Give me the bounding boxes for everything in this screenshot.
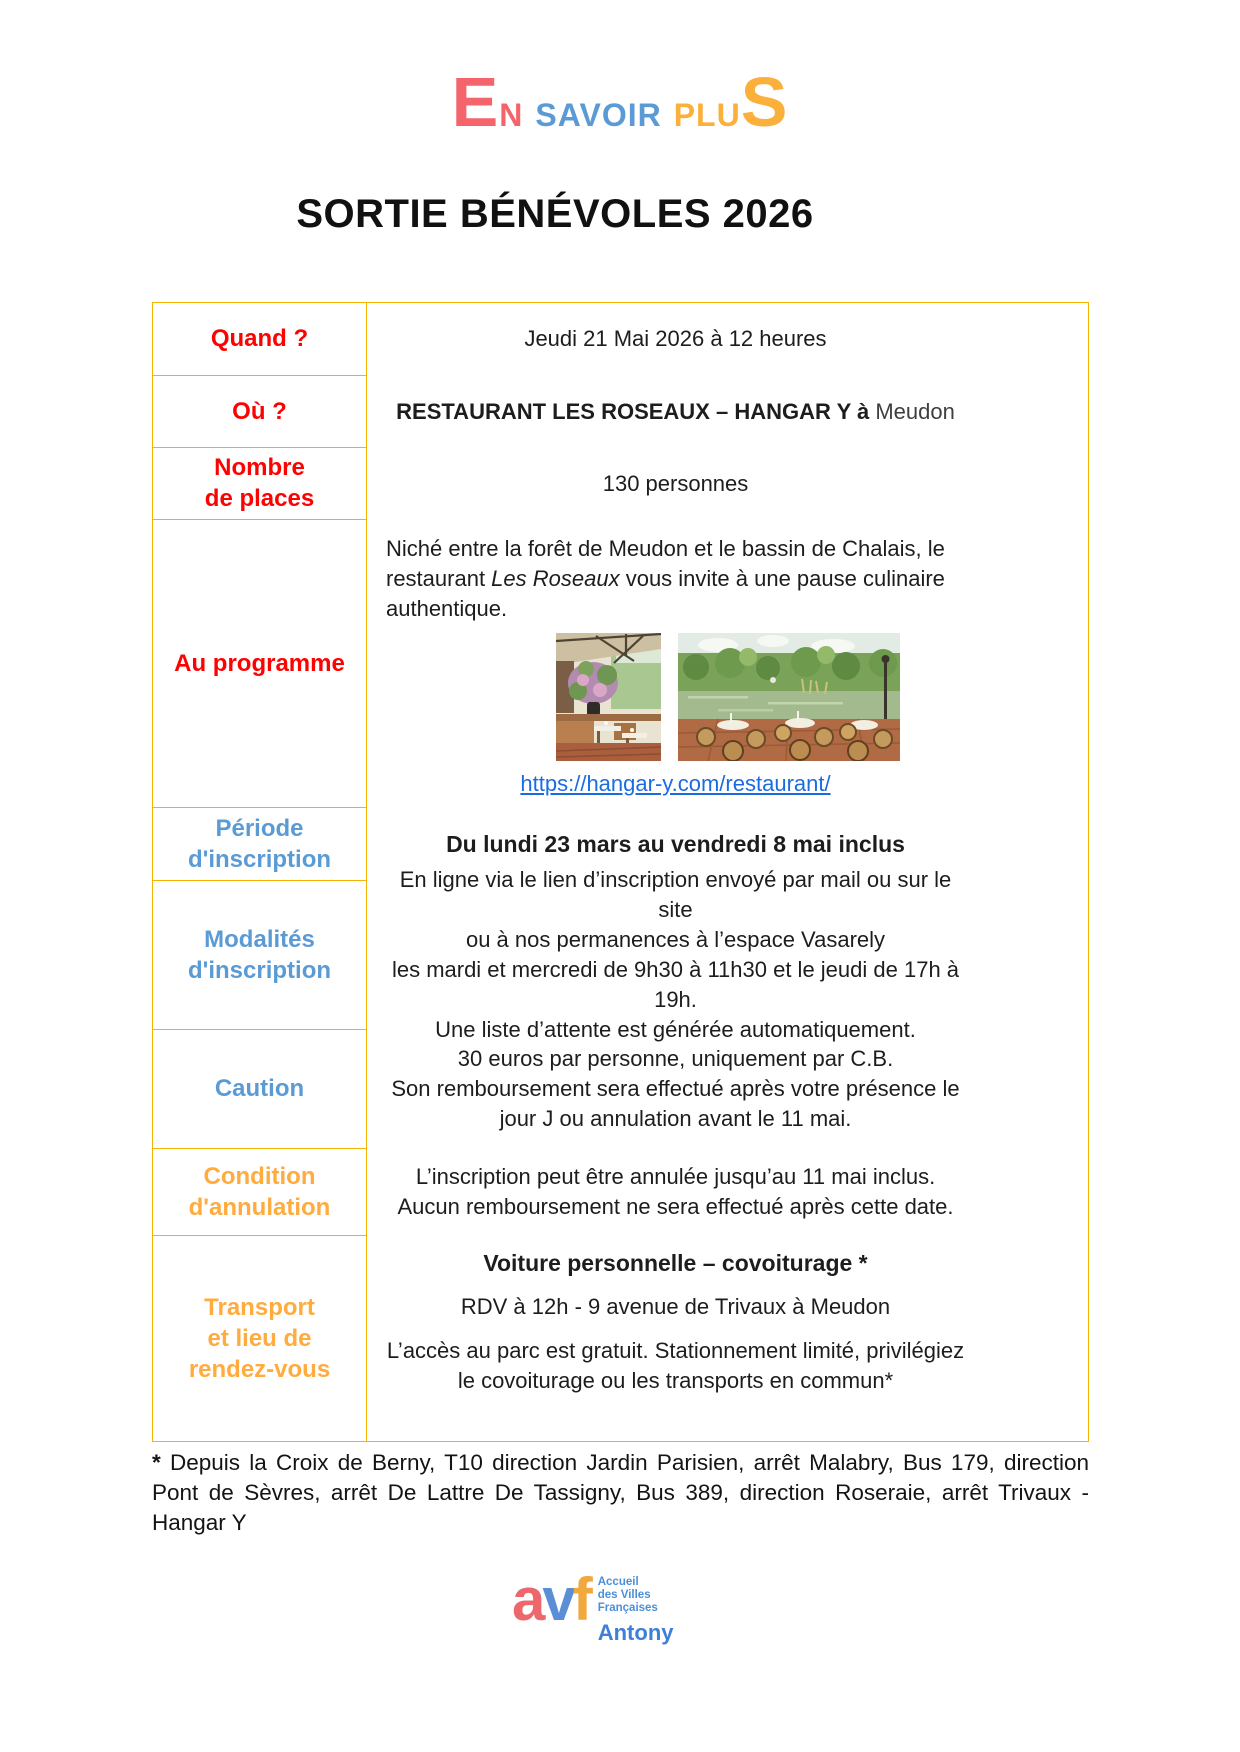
seats-count: 130 personnes bbox=[602, 470, 749, 496]
photo-row bbox=[367, 633, 1088, 761]
brand-word-plu: PLU bbox=[673, 97, 741, 133]
label-transport-line1: Transport bbox=[204, 1294, 315, 1322]
label-transport-line3: rendez-vous bbox=[188, 1356, 331, 1384]
page-title: SORTIE BÉNÉVOLES 2026 bbox=[296, 192, 814, 236]
label-nombre-de-places bbox=[153, 448, 366, 520]
condition-line1: L’inscription peut être annulée jusqu’au 11 mai inclus. bbox=[415, 1164, 936, 1190]
row-transport-content bbox=[367, 1236, 1088, 1441]
location-main: RESTAURANT LES ROSEAUX – HANGAR Y à bbox=[396, 398, 870, 424]
intro-restaurant-name: Les Roseaux bbox=[491, 565, 620, 591]
intro-part1: Niché entre la forêt de Meudon et le bassin de Chalais, le restaurant bbox=[386, 535, 945, 591]
location-city: Meudon bbox=[875, 398, 955, 424]
label-nombre-line1: Nombre bbox=[214, 454, 305, 482]
footnote-text: Depuis la Croix de Berny, T10 direction Jardin Parisien, arrêt Malabry, Bus 179, direction Pont de Sèvres, arrêt De Lattre De Tassigny, Bus 389, direction Roseraie, arrêt Trivaux - Hangar Y bbox=[152, 1450, 1089, 1535]
avf-org-line1: Accueil bbox=[597, 1576, 639, 1588]
brand-letter-s: S bbox=[740, 63, 789, 141]
avf-letter-a: a bbox=[512, 1566, 543, 1633]
row-condition-content bbox=[367, 1149, 1088, 1237]
label-ou-text: Où ? bbox=[232, 397, 287, 425]
avf-antony-logo bbox=[512, 1566, 674, 1646]
avf-letter-v: v bbox=[542, 1566, 573, 1633]
modalites-line2: ou à nos permanences à l’espace Vasarely bbox=[465, 927, 886, 953]
label-condition-line1: Condition bbox=[203, 1162, 316, 1190]
transport-info-line1: L’accès au parc est gratuit. Stationnement limité, privilégiez bbox=[386, 1338, 965, 1364]
label-condition-line2: d'annulation bbox=[188, 1193, 331, 1221]
brand-letter-n: N bbox=[499, 97, 524, 133]
modalites-line1: En ligne via le lien d’inscription envoyé par mail ou sur le site bbox=[399, 867, 952, 923]
label-caution bbox=[153, 1030, 366, 1149]
transport-rdv: RDV à 12h - 9 avenue de Trivaux à Meudon bbox=[460, 1294, 891, 1320]
condition-line2: Aucun remboursement ne sera effectué après cette date. bbox=[397, 1194, 954, 1220]
label-au-programme bbox=[153, 520, 366, 808]
brand-letter-e: E bbox=[451, 63, 500, 141]
label-modalites-line2: d'inscription bbox=[187, 956, 332, 984]
en-savoir-plus-logo bbox=[0, 62, 1240, 142]
info-table bbox=[152, 302, 1089, 1442]
caution-line2: Son remboursement sera effectué après votre présence le bbox=[391, 1076, 960, 1102]
label-transport bbox=[153, 1236, 366, 1441]
label-ou bbox=[153, 376, 366, 448]
label-nombre-line2: de places bbox=[204, 485, 315, 513]
label-periode-line1: Période bbox=[215, 815, 304, 843]
restaurant-link[interactable]: https://hangar-y.com/restaurant/ bbox=[520, 770, 831, 796]
programme-intro bbox=[367, 520, 1088, 624]
brand-word-savoir: SAVOIR bbox=[535, 97, 662, 133]
event-date: Jeudi 21 Mai 2026 à 12 heures bbox=[524, 326, 827, 352]
transport-title: Voiture personnelle – covoiturage * bbox=[483, 1250, 868, 1277]
label-transport-line2: et lieu de bbox=[207, 1325, 312, 1353]
footnote-asterisk: * bbox=[152, 1450, 161, 1475]
label-modalites-line1: Modalités bbox=[204, 925, 315, 953]
label-quand-text: Quand ? bbox=[210, 325, 309, 353]
label-quand bbox=[153, 303, 366, 376]
avf-text-block bbox=[598, 1572, 674, 1646]
caution-line1: 30 euros par personne, uniquement par C.B. bbox=[457, 1046, 894, 1072]
avf-wordmark bbox=[512, 1566, 590, 1633]
registration-period: Du lundi 23 mars au vendredi 8 mai inclus bbox=[446, 831, 905, 858]
row-ou-content bbox=[367, 376, 1088, 448]
row-modalites-content bbox=[367, 867, 1088, 1043]
avf-letter-f: f bbox=[572, 1566, 590, 1633]
restaurant-interior-photo bbox=[556, 633, 661, 761]
avf-org-line2: des Villes bbox=[597, 1589, 651, 1601]
label-caution-text: Caution bbox=[214, 1075, 305, 1103]
caution-line3: jour J ou annulation avant le 11 mai. bbox=[499, 1106, 852, 1132]
content-column bbox=[367, 303, 1088, 1441]
row-nombre-content bbox=[367, 448, 1088, 520]
modalites-line3: les mardi et mercredi de 9h30 à 11h30 et le jeudi de 17h à 19h. bbox=[391, 957, 960, 1013]
modalites-line4: Une liste d’attente est générée automatiquement. bbox=[435, 1017, 916, 1043]
avf-city-name: Antony bbox=[597, 1620, 674, 1645]
row-caution-content bbox=[367, 1030, 1088, 1149]
label-periode-line2: d'inscription bbox=[187, 846, 332, 874]
label-column bbox=[153, 303, 367, 1441]
row-programme-content bbox=[367, 520, 1088, 808]
label-modalites-inscription bbox=[153, 881, 366, 1030]
intro-part2: vous invite à une pause culinaire authentique. bbox=[386, 565, 945, 621]
row-quand-content bbox=[367, 303, 1088, 376]
label-condition-annulation bbox=[153, 1149, 366, 1237]
transit-footnote bbox=[152, 1448, 1089, 1538]
avf-org-line3: Françaises bbox=[597, 1602, 658, 1614]
event-location bbox=[367, 397, 1088, 427]
label-periode-inscription bbox=[153, 808, 366, 881]
lake-terrace-photo bbox=[678, 633, 900, 761]
label-programme-text: Au programme bbox=[174, 649, 345, 677]
transport-info-line2: le covoiturage ou les transports en commun* bbox=[457, 1368, 894, 1394]
